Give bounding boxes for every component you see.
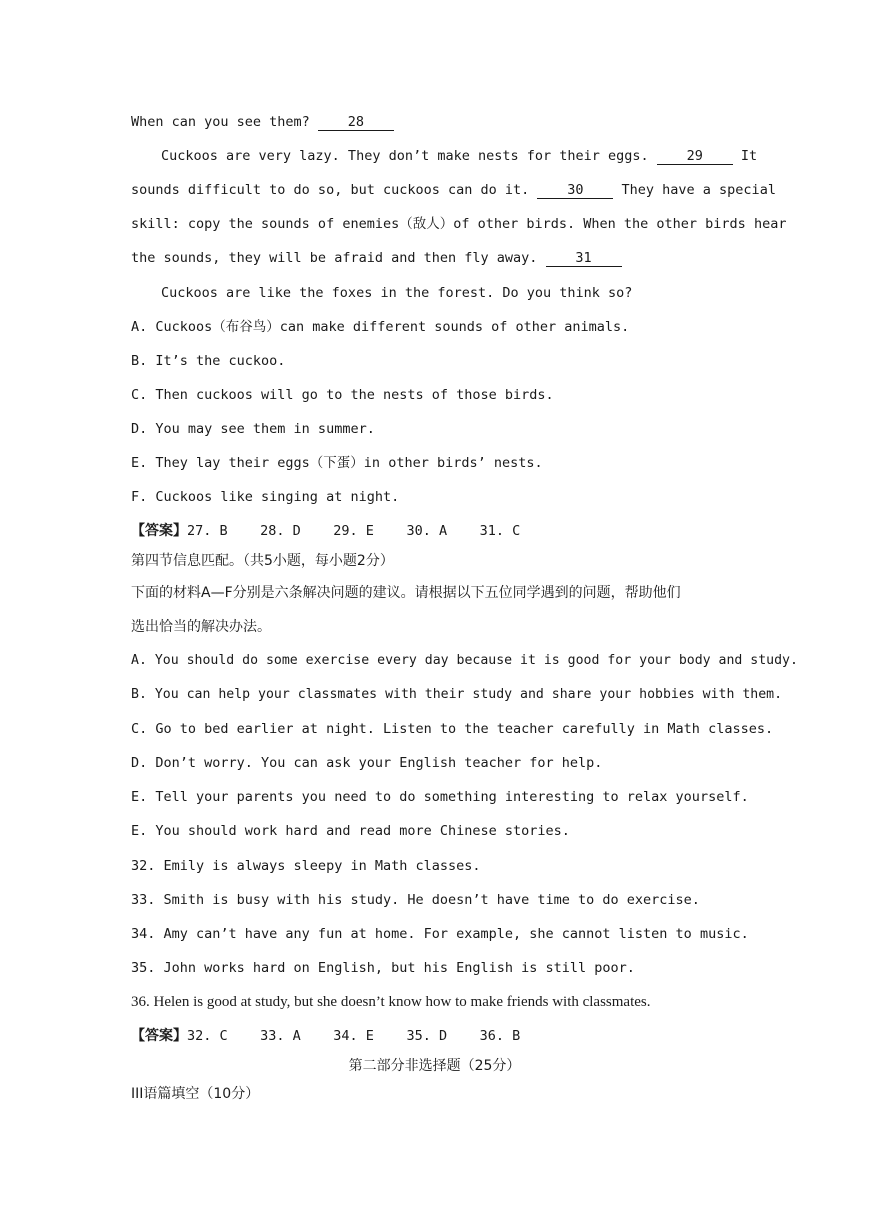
section-title: 第四节信息匹配。（共5小题，每小题2分） — [131, 553, 394, 569]
answer-line: 【答案】27. B 28. D 29. E 30. A 31. C — [131, 523, 521, 539]
option-d: D. You may see them in summer. — [131, 421, 375, 437]
blank-30: 30 — [537, 183, 613, 199]
option-b: B. It’s the cuckoo. — [131, 353, 286, 369]
option-f: F. Cuckoos like singing at night. — [131, 489, 400, 505]
answer-label: 【答案】 — [131, 523, 187, 539]
section-title: III语篇填空（10分） — [131, 1086, 260, 1102]
option-a: A. Cuckoos（布谷鸟）can make different sounds of other animals. — [131, 319, 630, 335]
answer-label: 【答案】 — [131, 1028, 187, 1044]
question-35: 35. John works hard on English, but his English is still poor. — [131, 960, 635, 976]
suggestion-b: B. You can help your classmates with their study and share your hobbies with them. — [131, 687, 783, 702]
suggestion-d: D. Don’t worry. You can ask your English teacher for help. — [131, 755, 603, 771]
blank-31: 31 — [546, 251, 622, 267]
question-34: 34. Amy can’t have any fun at home. For example, she cannot listen to music. — [131, 926, 749, 942]
question-36: 36. Helen is good at study, but she doesn’t know how to make friends with classmates. — [131, 994, 651, 1010]
instruction-line: 下面的材料A—F分别是六条解决问题的建议。请根据以下五位同学遇到的问题，帮助他们 — [131, 585, 681, 601]
paragraph-line: the sounds, they will be afraid and then fly away. 31 — [131, 249, 622, 267]
paragraph-line: Cuckoos are very lazy. They don’t make nests for their eggs. 29 It — [161, 148, 758, 164]
suggestion-c: C. Go to bed earlier at night. Listen to the teacher carefully in Math classes. — [131, 721, 774, 737]
question-32: 32. Emily is always sleepy in Math classes. — [131, 858, 481, 874]
question-line: When can you see them? 28 — [131, 113, 394, 131]
option-c: C. Then cuckoos will go to the nests of those birds. — [131, 387, 554, 403]
instruction-line: 选出恰当的解决办法。 — [131, 619, 271, 635]
answer-line: 【答案】32. C 33. A 34. E 35. D 36. B — [131, 1028, 521, 1044]
suggestion-a: A. You should do some exercise every day because it is good for your body and study. — [131, 653, 798, 668]
part-title: 第二部分非选择题（25分） — [348, 1058, 521, 1074]
option-e: E. They lay their eggs（下蛋）in other birds’ nests. — [131, 455, 543, 471]
paragraph-line: skill: copy the sounds of enemies（敌人）of other birds. When the other birds hear — [131, 216, 787, 232]
suggestion-f: E. You should work hard and read more Chinese stories. — [131, 823, 570, 839]
paragraph-line: sounds difficult to do so, but cuckoos can do it. 30 They have a special — [131, 182, 776, 198]
suggestion-e: E. Tell your parents you need to do something interesting to relax yourself. — [131, 789, 749, 805]
paragraph-line: Cuckoos are like the foxes in the forest. Do you think so? — [161, 285, 633, 301]
question-33: 33. Smith is busy with his study. He doesn’t have time to do exercise. — [131, 892, 700, 908]
blank-28: 28 — [318, 115, 394, 131]
blank-29: 29 — [657, 149, 733, 165]
